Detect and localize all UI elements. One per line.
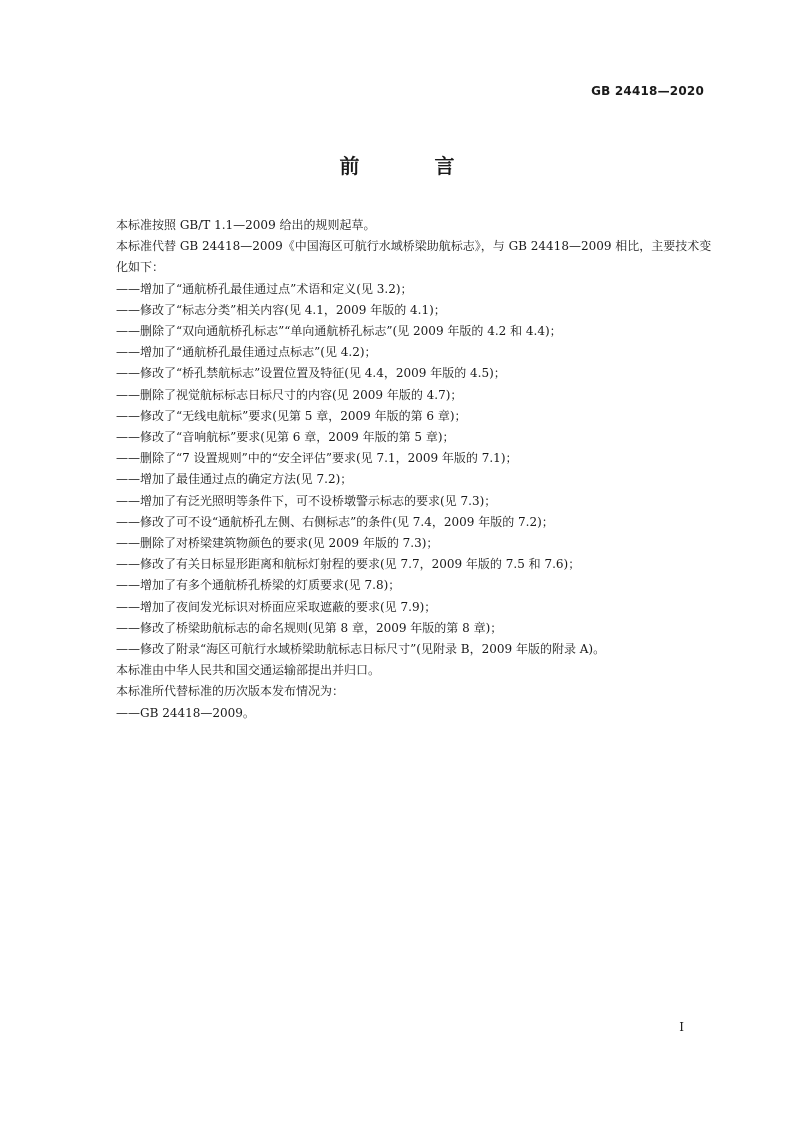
list-item: ——修改了“标志分类”相关内容(见 4.1，2009 年版的 4.1)； — [116, 302, 446, 317]
change-list — [92, 279, 712, 661]
standard-code: GB 24418—2020 — [591, 84, 704, 98]
list-item: ——删除了视觉航标标志日标尺寸的内容(见 2009 年版的 4.7)； — [116, 387, 463, 402]
list-item: ——增加了“通航桥孔最佳通过点标志”(见 4.2)； — [116, 345, 377, 360]
list-item: ——增加了“通航桥孔最佳通过点”术语和定义(见 3.2)； — [116, 281, 413, 296]
list-item: ——修改了“音响航标”要求(见第 6 章，2009 年版的第 5 章)； — [116, 430, 455, 445]
paragraph-proposer: 本标准由中华人民共和国交通运输部提出并归口。 — [116, 663, 381, 678]
list-item: ——修改了桥梁助航标志的命名规则(见第 8 章，2009 年版的第 8 章)； — [116, 620, 503, 635]
list-item: ——删除了对桥梁建筑物颜色的要求(见 2009 年版的 7.3)； — [116, 536, 439, 551]
foreword-body — [92, 215, 712, 724]
list-item: ——增加了有多个通航桥孔桥梁的灯质要求(见 7.8)； — [116, 578, 401, 593]
list-item: ——删除了“双向通航桥孔标志”“单向通航桥孔标志”(见 2009 年版的 4.2 和 4.4)； — [116, 324, 562, 339]
list-item: ——修改了“无线电航标”要求(见第 5 章，2009 年版的第 6 章)； — [116, 408, 467, 423]
paragraph-drafting-rules: 本标准按照 GB/T 1.1—2009 给出的规则起草。 — [116, 218, 376, 232]
page-title: 前 言 — [339, 154, 489, 178]
list-item: ——修改了有关日标显形距离和航标灯射程的要求(见 7.7，2009 年版的 7.5 和 7.6)； — [116, 557, 581, 572]
list-item: ——增加了有泛光照明等条件下，可不设桥墩警示标志的要求(见 7.3)； — [116, 493, 497, 508]
list-item: ——修改了“桥孔禁航标志”设置位置及特征(见 4.4，2009 年版的 4.5)； — [116, 366, 506, 381]
paragraph-history-intro: 本标准所代替标准的历次版本发布情况为： — [116, 684, 345, 699]
paragraph-history-item: ——GB 24418—2009。 — [116, 705, 255, 720]
list-item: ——修改了附录“海区可航行水域桥梁助航标志日标尺寸”(见附录 B，2009 年版的附录 A)。 — [116, 642, 606, 657]
list-item: ——修改了可不设“通航桥孔左侧、右侧标志”的条件(见 7.4，2009 年版的 7.2)； — [116, 514, 554, 529]
list-item: ——增加了夜间发光标识对桥面应采取遮蔽的要求(见 7.9)； — [116, 599, 437, 614]
list-item: ——删除了“7 设置规则”中的“安全评估”要求(见 7.1，2009 年版的 7.1)； — [116, 451, 518, 466]
page-number: I — [679, 1020, 684, 1034]
paragraph-replacement: 本标准代替 GB 24418—2009《中国海区可航行水域桥梁助航标志》，与 GB 24418—2009 相比，主要技术变化如下： — [116, 239, 712, 275]
list-item: ——增加了最佳通过点的确定方法(见 7.2)； — [116, 472, 353, 487]
